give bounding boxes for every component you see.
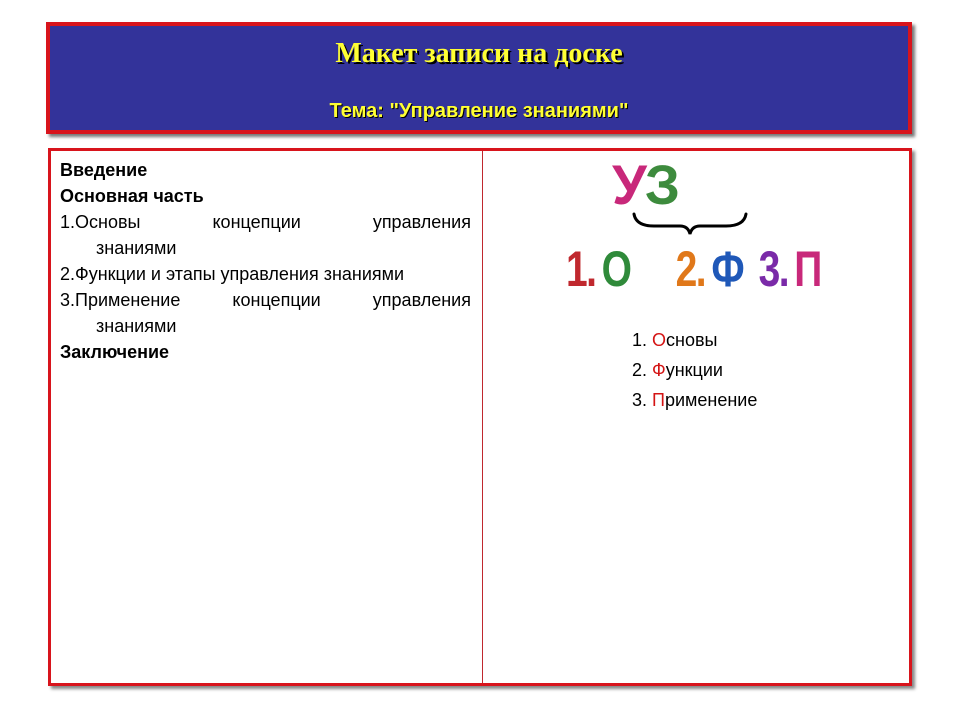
legend-item-1	[632, 325, 757, 355]
legend-item-3-rest: рименение	[664, 390, 758, 410]
outline-column	[60, 157, 471, 365]
legend-item-3-number: 3.	[632, 390, 653, 410]
outline-item-3	[60, 287, 471, 339]
outline-item-1-word-1: 1.Основы	[60, 212, 141, 232]
acronym-legend-list	[632, 325, 757, 415]
slide-title: Макет записи на доске	[335, 38, 623, 69]
outline-conclusion: Заключение	[60, 342, 170, 362]
outline-intro: Введение	[60, 160, 148, 180]
board-layout-table	[48, 148, 912, 686]
outline-item-3-word-3: управления	[372, 290, 471, 310]
abbr-letter-o: О	[601, 241, 631, 297]
legend-item-1-rest: сновы	[666, 330, 718, 350]
slide-subtitle: Тема: "Управление знаниями"	[329, 100, 629, 122]
acronym-letter-z: З	[644, 153, 678, 216]
outline-item-3-word-1: 3.Применение	[60, 290, 181, 310]
legend-item-2-rest: ункции	[665, 360, 723, 380]
abbr-letter-p: П	[794, 241, 821, 297]
curly-brace-icon	[632, 210, 748, 236]
title-banner	[46, 22, 912, 134]
outline-item-1-word-2: концепции	[212, 212, 301, 232]
abbr-num-2: 2.	[675, 241, 706, 297]
outline-item-1-word-3: управления	[372, 212, 471, 232]
abbr-num-3: 3.	[758, 241, 789, 297]
legend-item-3	[632, 385, 757, 415]
outline-item-3-continuation: знаниями	[96, 316, 177, 336]
outline-item-3-word-2: концепции	[232, 290, 321, 310]
legend-item-2-first-letter: Ф	[652, 360, 666, 380]
outline-item-1	[60, 209, 471, 261]
acronym-letter-u: У	[612, 153, 645, 216]
legend-item-2	[632, 355, 757, 385]
outline-main-part: Основная часть	[60, 186, 204, 206]
legend-item-3-first-letter: П	[652, 390, 665, 410]
acronym-expansion	[566, 240, 821, 298]
abbr-letter-f: Ф	[711, 241, 744, 297]
legend-item-1-number: 1.	[632, 330, 653, 350]
outline-item-1-continuation: знаниями	[96, 238, 177, 258]
acronym-uz	[612, 152, 678, 217]
legend-item-2-number: 2.	[632, 360, 653, 380]
abbr-num-1: 1.	[566, 241, 596, 297]
legend-item-1-first-letter: О	[652, 330, 667, 350]
outline-item-2: 2.Функции и этапы управления знаниями	[60, 264, 405, 284]
column-divider	[482, 151, 483, 683]
